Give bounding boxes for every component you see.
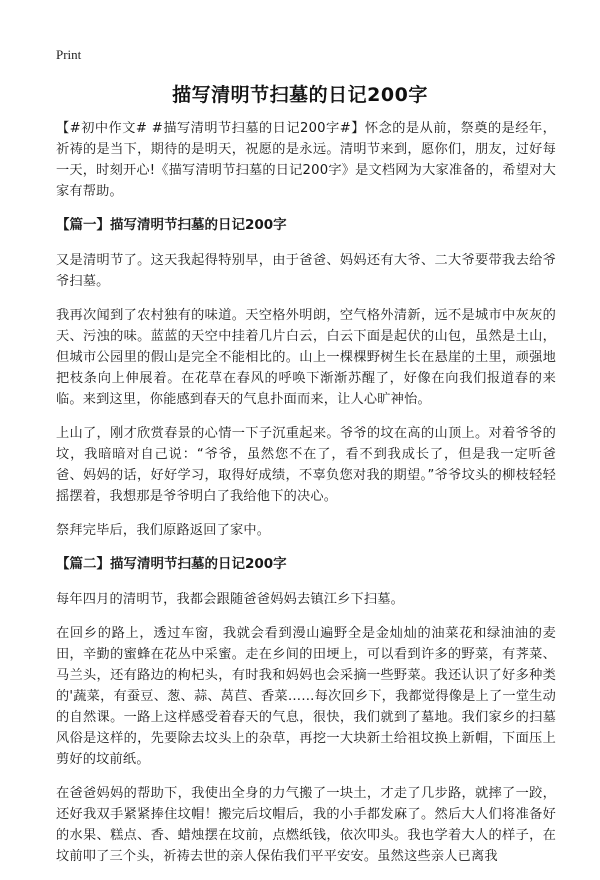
paragraph: 每年四月的清明节，我都会跟随爸爸妈妈去镇江乡下扫墓。 — [56, 592, 405, 607]
paragraph: 我再次闻到了农村独有的味道。天空格外明朗，空气格外清新，远不是城市中灰灰的天、污浊的味。蓝蓝的天空中挂着几片白云，白云下面是起伏的山包，虽然是土山，但城市公园里的假山是完全不能相比的。山上一棵棵野树生长在悬崖的土里，顽强地把枝条向上伸展着。在花草在春风的呼唤下渐渐苏醒了，好像在向我们报道春的来临。来到这里，你能感到春天的气息扑面而来，让人心旷神怡。 — [56, 308, 556, 407]
section-heading-1: 【篇一】描写清明节扫墓的日记200字 — [56, 217, 287, 233]
print-link[interactable]: Print — [56, 47, 82, 62]
section-heading-2: 【篇二】描写清明节扫墓的日记200字 — [56, 556, 287, 572]
paragraph: 上山了，刚才欣赏春景的心情一下子沉重起来。爷爷的坟在高的山顶上。对着爷爷的坟，我暗暗对自己说：“爷爷，虽然您不在了，看不到我成长了，但是我一定听爸爸、妈妈的话，好好学习，取得好成绩，不辜负您对我的期望。”爷爷坟头的柳枝轻轻摇摆着，我想那是爷爷明白了我给他下的决心。 — [56, 426, 556, 504]
paragraph: 在回乡的路上，透过车窗，我就会看到漫山遍野全是金灿灿的油菜花和绿油油的麦田，辛勤的蜜蜂在花丛中采蜜。走在乡间的田埂上，可以看到许多的野菜，有荠菜、马兰头，还有路边的枸杞头，有时我和妈妈也会采摘一些野菜。我还认识了好多种类的'蔬菜，有蚕豆、葱、蒜、莴苣、香菜……每次回乡下，我都觉得像是上了一堂生动的自然课。一路上这样感受着春天的气息，很快，我们就到了墓地。我们家乡的扫墓风俗是这样的，先要除去坟头上的杂草，再挖一大块新土给祖坟换上新帽，下面压上剪好的坟前纸。 — [56, 626, 556, 767]
article-body — [56, 118, 556, 880]
paragraph: 在爸爸妈妈的帮助下，我使出全身的力气搬了一块土，才走了几步路，就摔了一跤，还好我双手紧紧捧住坟帽！搬完后坟帽后，我的小手都发麻了。然后大人们将准备好的水果、糕点、香、蜡烛摆在坟前，点燃纸钱，依次叩头。我也学着大人的样子，在坟前叩了三个头，祈祷去世的亲人保佑我们平平安安。虽然这些亲人已离我 — [56, 786, 556, 864]
intro-paragraph: 【#初中作文# #描写清明节扫墓的日记200字#】怀念的是从前，祭奠的是经年，祈祷的是当下，期待的是明天，祝愿的是永远。清明节来到，愿你们，朋友，过好每一天，时刻开心!《描写清明节扫墓的日记200字》是文档网为大家准备的，希望对大家有帮助。 — [56, 121, 556, 199]
paragraph: 祭拜完毕后，我们原路返回了家中。 — [56, 523, 271, 538]
paragraph: 又是清明节了。这天我起得特别早，由于爸爸、妈妈还有大爷、二大爷要带我去给爷爷扫墓。 — [56, 253, 556, 289]
page-title: 描写清明节扫墓的日记200字 — [172, 84, 428, 106]
